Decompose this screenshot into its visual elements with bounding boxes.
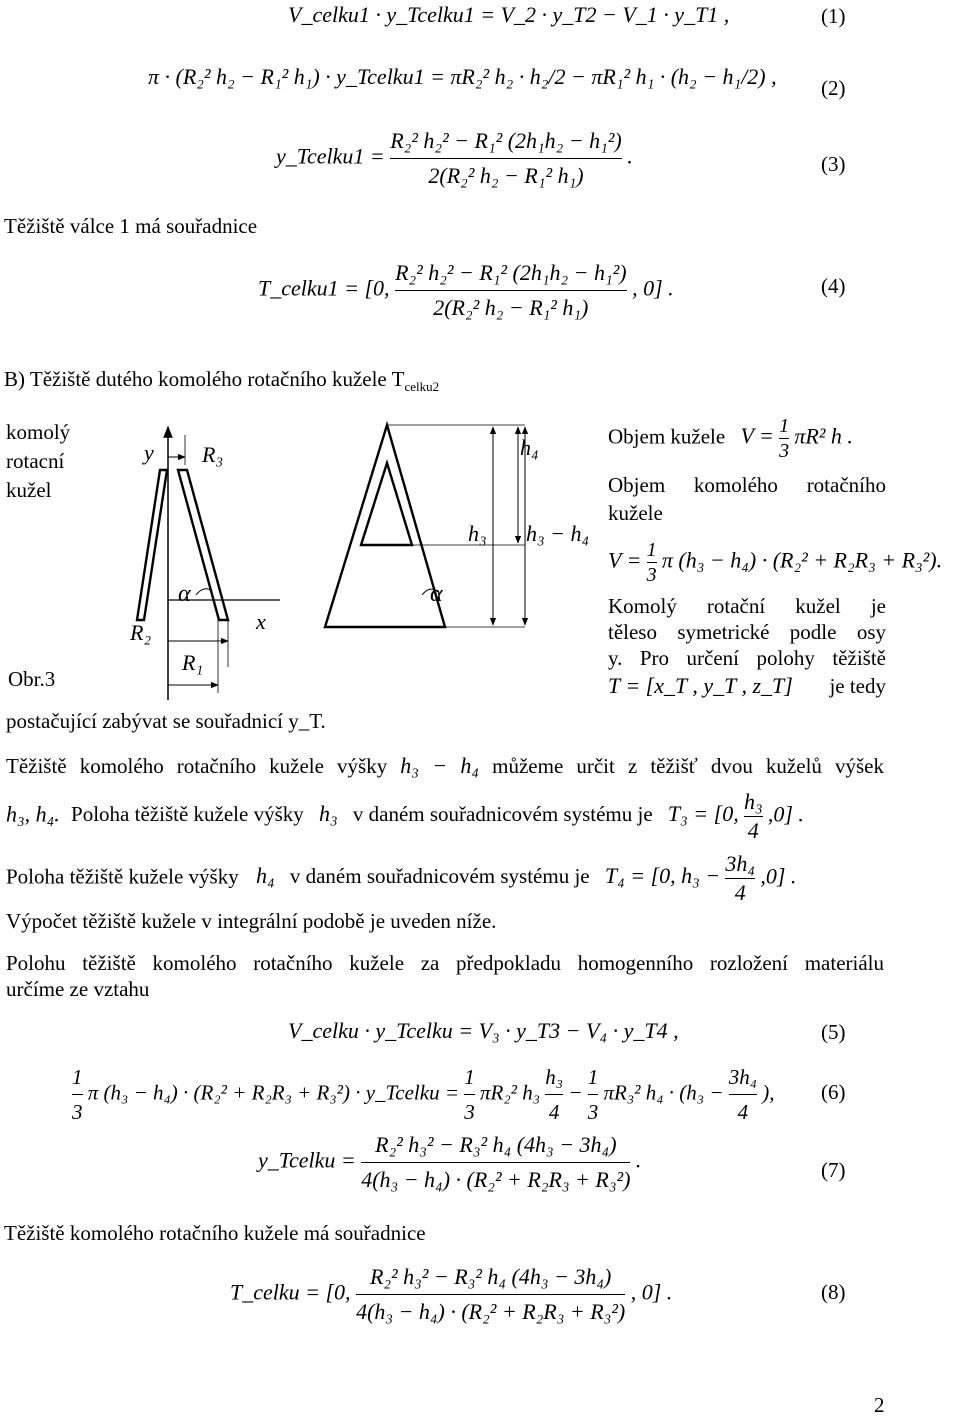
sentence-cylinder-coordinates: Těžiště válce 1 má souřadnice [4,214,258,238]
equation-8: T_celku = [0, $\frac{\text{R₂² h₃² − R₃² h₄ (4h₃ − 3h₄)}}{\text{4(h₃ − h₄) · (R₂² + R₂R₃ + R₃²)}}$ , 0] . [230,1262,672,1327]
calculation-line: Výpočet těžiště kužele v integrální podobě je uveden níže. [6,909,497,933]
equation-3-lhs: y_Tcelku1 = [276,143,385,169]
cone-outline [325,425,445,627]
equation-5-text: V_celku · y_Tcelku = V₃ · y_T3 − V₄ · y_T4 , [288,1018,679,1043]
cone-inner [361,463,412,545]
symmetric-line-2: těleso symetrické podle osy [608,620,886,644]
section-b-text: B) Těžiště dutého komolého rotačního kužele T [4,367,405,391]
equation-4-numerator: R₂² h₂² − R₁² (2h₁h₂ − h₁²) [395,260,627,285]
label-r1: R₁ [182,650,204,675]
side-label-line-1: komolý [6,420,71,444]
label-h4: h₄ [520,435,539,460]
para3-line1: Polohu těžiště komolého rotačního kužele za předpokladu homogenního rozložení materiálu [6,951,884,975]
label-h3: h₃ [468,521,487,546]
equation-7-number: (7) [821,1158,846,1182]
frustum-volume-formula: V = $\frac{1}{3}$ π (h₃ − h₄) · (R₂² + R₂R₃ + R₃²). [608,539,943,586]
equation-3-denominator: 2(R₂² h₂ − R₁² h₁) [428,163,584,188]
equation-1 [288,2,729,28]
equation-3-tail: . [627,143,633,169]
para3-line2: určíme ze vztahu [6,977,150,1001]
para2: Poloha těžiště kužele výšky h₄ v daném souřadnicovém systému je T₄ = [0, h₃ − $\frac{\text{3h₄}}{4}$ ,0] . [6,851,797,905]
symmetric-line-3: y. Pro určení polohy těžiště [608,646,886,670]
label-alpha-left: α [178,581,191,607]
cone-volume-frac: $\frac{1}{3}$ [779,415,790,462]
equation-3-numerator: R₂² h₂² − R₁² (2h₁h₂ − h₁²) [390,128,622,153]
side-label-line-3: kužel [6,478,52,502]
cone-volume-label: Objem kužele [608,424,726,449]
equation-4-number: (4) [821,274,846,298]
equation-6: $\frac{1}{3}$ π (h₃ − h₄) · (R₂² + R₂R₃ + R₃²) · y_Tcelku = $\frac{1}{3}$ πR₂² h₃ $\frac{\text{h₃}}{4}$ − $\frac{1}{3}$ πR₃² h₄ · (h₃ − $\frac{\text{3h₄}}{4}$ ), [72,1065,775,1124]
equation-8-denominator: 4(h₃ − h₄) · (R₂² + R₂R₃ + R₃²) [356,1299,626,1324]
para1-line2: h₃, h₄. Poloha těžiště kužele výšky h₃ v daném souřadnicovém systému je T₃ = [0, $\frac{\text{h₃}}{4}$ ,0] . [6,789,804,843]
label-alpha-right: α [430,581,443,607]
equation-1-number: (1) [821,4,846,28]
label-r3: R₃ [202,442,224,467]
equation-1-text: V_celku1 · y_Tcelku1 = V_2 · y_T2 − V_1 · y_T1 , [288,2,730,27]
equation-8-number: (8) [821,1280,846,1304]
label-r2: R₂ [130,620,152,645]
equation-7: y_Tcelku = $\frac{\text{R₂² h₃² − R₃² h₄ (4h₃ − 3h₄)}}{\text{4(h₃ − h₄) · (R₂² + R₂R₃ + R₃²)}}$ . [258,1130,641,1195]
equation-2-text: π · (R₂² h₂ − R₁² h₁) · y_Tcelku1 = πR₂² h₂ · h₂/2 − πR₁² h₁ · (h₂ − h₁/2) , [148,64,777,89]
equation-4-fraction [395,258,627,323]
equation-2 [148,64,777,90]
equation-7-lhs: y_Tcelku = [258,1147,356,1173]
side-label [6,418,70,505]
equation-2-number: (2) [821,76,846,100]
figure-label: Obr.3 [8,667,56,691]
side-label-line-2: rotacní [6,449,65,473]
equation-3 [276,126,633,191]
equation-4-lhs: T_celku1 = [0, [258,275,390,301]
equation-5-number: (5) [821,1020,846,1044]
label-y: y [144,440,154,465]
equation-4 [258,258,674,323]
sentence-frustum-coordinates: Těžiště komolého rotačního kužele má souřadnice [4,1221,426,1245]
equation-3-fraction [390,126,622,191]
equation-3-number: (3) [821,152,846,176]
section-b-sub: celku2 [404,379,440,394]
equation-8-numerator: R₂² h₃² − R₃² h₄ (4h₃ − 3h₄) [369,1264,612,1289]
equation-4-denominator: 2(R₂² h₂ − R₁² h₁) [433,295,589,320]
label-x: x [256,609,266,634]
label-h3-minus-h4: h₃ − h₄ [526,521,590,546]
para1-line1: Těžiště komolého rotačního kužele výšky h₃ − h₄ můžeme určit z těžišť dvou kuželů výšek [6,753,884,778]
equation-7-denominator: 4(h₃ − h₄) · (R₂² + R₂R₃ + R₃²) [361,1167,631,1192]
suffices-line: postačující zabývat se souřadnicí y_T. [6,709,326,733]
frustum-volume-line-2: kužele [608,501,663,525]
equation-5 [288,1018,679,1044]
frustum-volume-line-1: Objem komolého rotačního [608,473,886,497]
section-b-heading [4,366,439,400]
figure-frustum-diagram [100,405,610,705]
centroid-definition: T = [x_T , y_T , z_T] je tedy [608,673,886,698]
right-column [608,415,943,699]
equation-6-number: (6) [821,1080,846,1104]
left-wall [137,470,167,620]
cone-volume-line: Objem kužele V = $\frac{1}{3}$ πR² h . [608,415,853,462]
equation-4-tail: , 0] . [632,275,674,301]
equation-7-numerator: R₂² h₃² − R₃² h₄ (4h₃ − 3h₄) [375,1132,617,1157]
equation-8-lhs: T_celku = [0, [230,1279,351,1305]
page-number: 2 [874,1393,885,1417]
symmetric-line-1: Komolý rotační kužel je [608,594,886,618]
